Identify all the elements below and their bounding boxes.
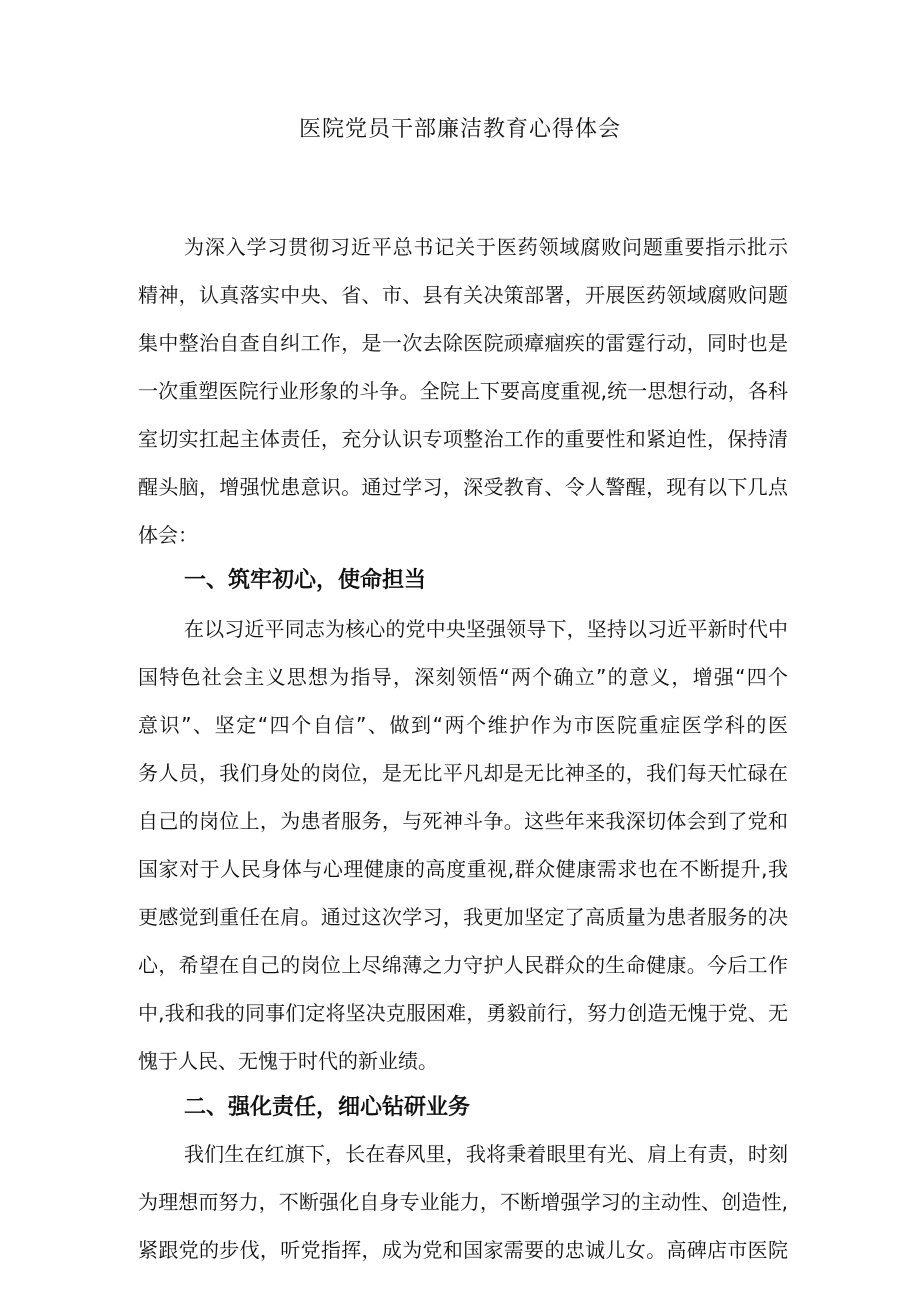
intro-line: 集中整治自查自纠工作，是一次去除医院顽瘴痼疾的雷霆行动，同时也是: [138, 331, 788, 355]
paragraph-line: 国特色社会主义思想为指导，深刻领悟“两个确立”的意义，增强“四个: [138, 665, 788, 689]
paragraph-line: 务人员，我们身处的岗位，是无比平凡却是无比神圣的，我们每天忙碌在: [138, 761, 788, 785]
paragraph-line: 更感觉到重任在肩。通过这次学习，我更加坚定了高质量为患者服务的决: [138, 905, 788, 929]
paragraph-line: 中,我和我的同事们定将坚决克服困难，勇毅前行，努力创造无愧于党、无: [138, 1001, 788, 1025]
paragraph-line: 在以习近平同志为核心的党中央坚强领导下，坚持以习近平新时代中: [184, 617, 788, 641]
paragraph-line: 自己的岗位上，为患者服务，与死神斗争。这些年来我深切体会到了党和: [138, 809, 788, 833]
paragraph-line: 国家对于人民身体与心理健康的高度重视,群众健康需求也在不断提升,我: [138, 857, 788, 881]
intro-line: 一次重塑医院行业形象的斗争。全院上下要高度重视,统一思想行动，各科: [138, 379, 788, 403]
section-heading: 二、强化责任，细心钻研业务: [184, 1095, 471, 1120]
intro-line: 精神，认真落实中央、省、市、县有关决策部署，开展医药领域腐败问题: [138, 283, 788, 307]
paragraph-line: 我们生在红旗下，长在春风里，我将秉着眼里有光、肩上有责，时刻: [184, 1142, 788, 1166]
paragraph-line: 愧于人民、无愧于时代的新业绩。: [138, 1049, 438, 1073]
paragraph-line: 为理想而努力，不断强化自身专业能力，不断增强学习的主动性、创造性,: [138, 1190, 788, 1214]
intro-line: 体会：: [138, 523, 198, 547]
intro-line: 醒头脑，增强忧患意识。通过学习，深受教育、令人警醒，现有以下几点: [138, 475, 788, 499]
intro-line: 室切实扛起主体责任，充分认识专项整治工作的重要性和紧迫性，保持清: [138, 427, 788, 451]
paragraph-line: 心，希望在自己的岗位上尽绵薄之力守护人民群众的生命健康。今后工作: [138, 953, 788, 977]
section-heading: 一、筑牢初心，使命担当: [184, 568, 427, 593]
paragraph-line: 意识”、坚定“四个自信”、做到“两个维护作为市医院重症医学科的医: [138, 713, 788, 737]
paragraph-line: 紧跟党的步伐，听党指挥，成为党和国家需要的忠诚儿女。高碑店市医院: [138, 1238, 788, 1262]
intro-line: 为深入学习贯彻习近平总书记关于医药领域腐败问题重要指示批示: [184, 235, 788, 259]
document-title: 医院党员干部廉洁教育心得体会: [298, 117, 621, 142]
